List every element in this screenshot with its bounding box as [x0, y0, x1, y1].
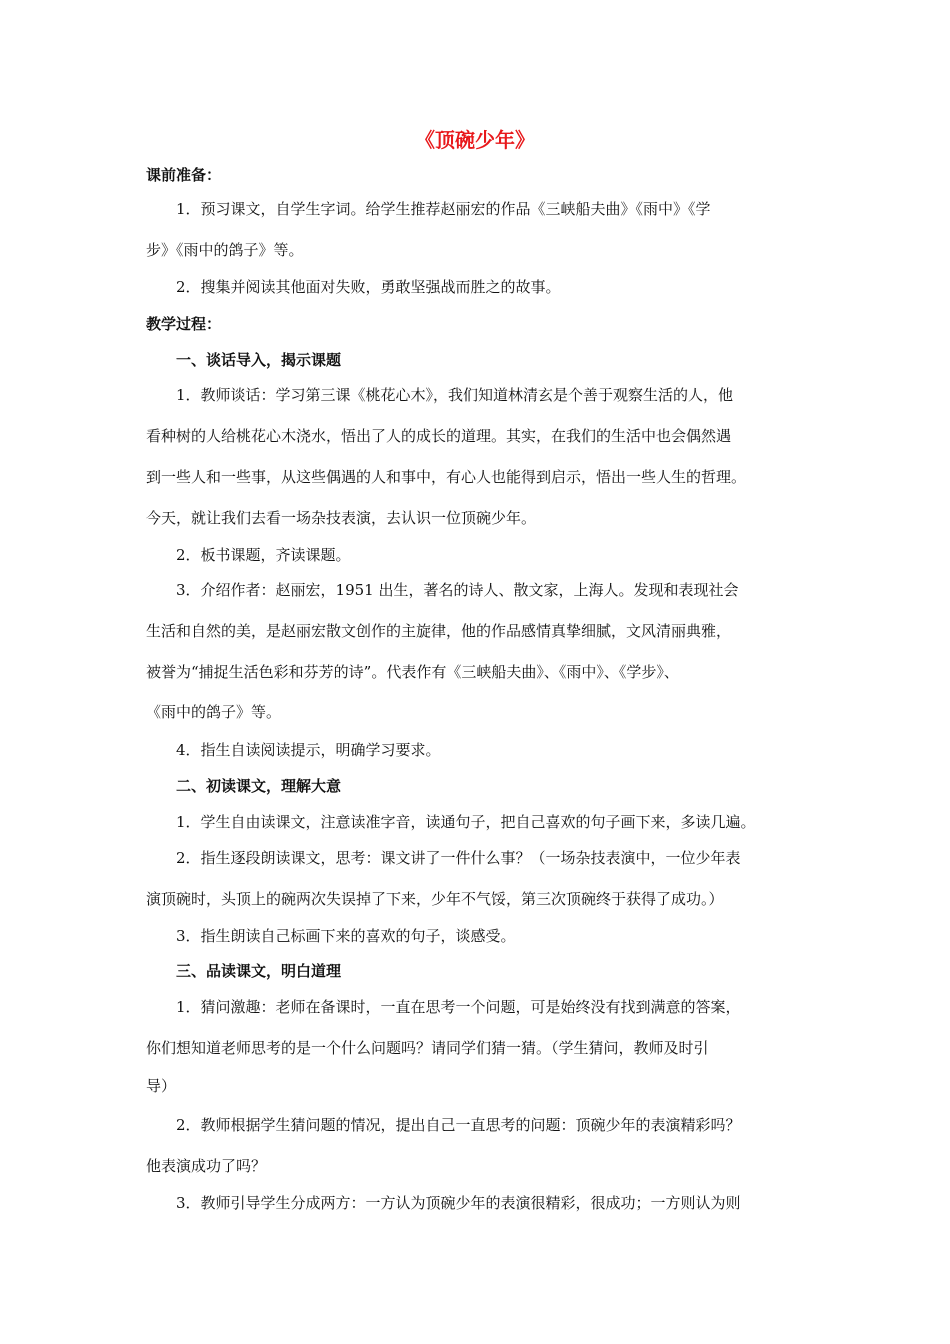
paragraph-line: 2．指生逐段朗读课文，思考：课文讲了一件什么事？（一场杂技表演中，一位少年表 [176, 849, 741, 867]
paragraph-line: 被誉为“捕捉生活色彩和芬芳的诗”。代表作有《三峡船夫曲》、《雨中》、《学步》、 [146, 663, 679, 681]
paragraph-line: 1．学生自由读课文，注意读准字音，读通句子，把自己喜欢的句子画下来，多读几遍。 [176, 813, 756, 831]
paragraph-line: 他表演成功了吗？ [146, 1157, 267, 1175]
document-title: 《顶碗少年》 [415, 128, 535, 152]
paragraph-line: 1．猜问激趣：老师在备课时，一直在思考一个问题，可是始终没有找到满意的答案， [176, 998, 741, 1016]
paragraph-line: 2．搜集并阅读其他面对失败，勇敢坚强战而胜之的故事。 [176, 278, 561, 296]
paragraph-line: 3．教师引导学生分成两方：一方认为顶碗少年的表演很精彩，很成功；一方则认为则 [176, 1194, 741, 1212]
paragraph-line: 看种树的人给桃花心木浇水，悟出了人的成长的道理。其实，在我们的生活中也会偶然遇 [146, 427, 732, 445]
paragraph-line: 演顶碗时，头顶上的碗两次失误掉了下来，少年不气馁，第三次顶碗终于获得了成功。） [146, 890, 724, 908]
paragraph-line: 2．教师根据学生猜问题的情况，提出自己一直思考的问题：顶碗少年的表演精彩吗？ [176, 1116, 741, 1134]
paragraph-line: 2．板书课题，齐读课题。 [176, 546, 351, 564]
section-heading: 一、谈话导入，揭示课题 [176, 351, 342, 369]
paragraph-line: 《雨中的鸽子》等。 [146, 703, 282, 721]
paragraph-line: 3．介绍作者：赵丽宏，1951 出生，著名的诗人、散文家，上海人。发现和表现社会 [176, 581, 739, 599]
paragraph-line: 生活和自然的美，是赵丽宏散文创作的主旋律，他的作品感情真挚细腻，文风清丽典雅， [146, 622, 732, 640]
section-heading: 教学过程： [146, 315, 222, 333]
section-heading: 三、品读课文，明白道理 [176, 962, 342, 980]
paragraph-line: 到一些人和一些事，从这些偶遇的人和事中，有心人也能得到启示，悟出一些人生的哲理。 [146, 468, 747, 486]
paragraph-line: 今天，就让我们去看一场杂技表演，去认识一位顶碗少年。 [146, 509, 537, 527]
section-heading: 课前准备： [146, 166, 222, 184]
paragraph-line: 3．指生朗读自己标画下来的喜欢的句子，谈感受。 [176, 927, 516, 945]
paragraph-line: 4．指生自读阅读提示，明确学习要求。 [176, 741, 441, 759]
section-heading: 二、初读课文，理解大意 [176, 777, 342, 795]
paragraph-line: 你们想知道老师思考的是一个什么问题吗？请同学们猜一猜。（学生猜问，教师及时引 [146, 1039, 709, 1057]
paragraph-line: 步》《雨中的鸽子》等。 [146, 241, 304, 259]
paragraph-line: 导） [146, 1077, 177, 1095]
paragraph-line: 1．预习课文，自学生字词。给学生推荐赵丽宏的作品《三峡船夫曲》《雨中》《学 [176, 200, 711, 218]
paragraph-line: 1．教师谈话：学习第三课《桃花心木》，我们知道林清玄是个善于观察生活的人，他 [176, 386, 734, 404]
